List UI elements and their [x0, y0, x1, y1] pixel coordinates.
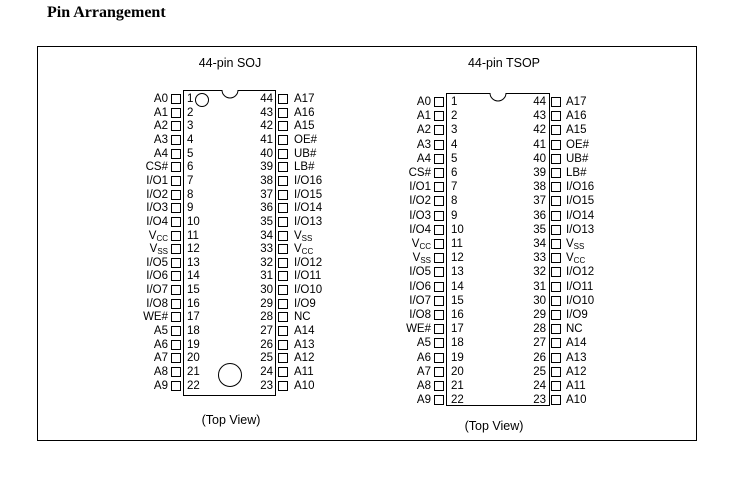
pin-name-right: A15 — [566, 124, 587, 137]
pin-number-left: 21 — [187, 366, 200, 378]
pin-pad-left — [171, 367, 181, 377]
pin-number-left: 2 — [451, 110, 458, 123]
pin-number-right: 23 — [533, 394, 546, 407]
pin-pad-left — [434, 395, 444, 405]
pin-number-right: 36 — [260, 202, 273, 215]
pin-number-right: 31 — [533, 280, 546, 293]
pin-name-left: I/O6 — [409, 280, 431, 293]
pin-name-right: I/O11 — [294, 270, 322, 283]
pin-number-right: 28 — [260, 311, 273, 324]
pin-number-left: 2 — [187, 106, 194, 119]
pin-number-left: 21 — [451, 380, 464, 392]
pin-name-right: NC — [294, 311, 311, 324]
pin-pad-left — [171, 108, 181, 118]
pin-name-right: I/O10 — [566, 294, 595, 307]
pin-name-left: $V_{SS}$ — [412, 252, 431, 266]
pin-pad-left — [434, 296, 444, 306]
pin-number-left: 18 — [451, 337, 464, 350]
pin-number-right: 29 — [260, 297, 273, 310]
pin-number-left: 17 — [451, 323, 464, 336]
pin-name-right: A16 — [294, 106, 315, 119]
pin-pad-right — [278, 176, 288, 186]
pin-pad-right — [278, 367, 288, 377]
pin-pad-right — [551, 196, 561, 206]
pin-pad-left — [434, 310, 444, 320]
pin-pad-left — [171, 244, 181, 254]
pin-pad-left — [171, 162, 181, 172]
pin-number-right: 32 — [260, 256, 273, 269]
pin-pad-left — [171, 326, 181, 336]
pin-pad-left — [171, 258, 181, 268]
pin-pad-right — [278, 149, 288, 159]
pin-name-right: I/O13 — [294, 215, 323, 228]
pin-name-right: I/O12 — [566, 266, 595, 279]
pin-pad-right — [551, 381, 561, 391]
chip-notch-icon — [221, 89, 239, 99]
pin-number-right: 37 — [533, 195, 546, 208]
pin-pad-left — [434, 168, 444, 178]
pin-name-right: LB# — [566, 167, 587, 179]
pin-pad-left — [171, 190, 181, 200]
pin-pad-right — [278, 108, 288, 118]
pin-name-left: A9 — [416, 394, 431, 407]
pin-pad-left — [171, 231, 181, 241]
pin-pad-right — [278, 271, 288, 281]
pin-name-right: $V_{CC}$ — [294, 243, 314, 257]
pin-name-left: A1 — [153, 106, 168, 119]
pin-number-right: 42 — [533, 124, 546, 137]
pin-pad-left — [171, 217, 181, 227]
pin-name-right: A10 — [294, 379, 315, 392]
chip-notch-icon — [489, 92, 507, 102]
pin-number-right: 40 — [533, 152, 546, 165]
pin-pad-right — [278, 121, 288, 131]
pin-number-right: 35 — [260, 215, 273, 228]
pin-name-left: A5 — [153, 325, 168, 338]
pin-pad-right — [551, 211, 561, 221]
pin-name-left: CS# — [408, 167, 431, 179]
pin-name-left: I/O2 — [146, 188, 168, 201]
pin-pad-right — [278, 231, 288, 241]
pin-pad-left — [434, 225, 444, 235]
pin-name-subscript: CC — [419, 242, 431, 251]
pin-name-left: I/O8 — [146, 297, 168, 310]
pin-number-right: 32 — [533, 266, 546, 279]
pin-number-left: 10 — [187, 215, 200, 228]
pin-number-left: 8 — [187, 188, 194, 201]
pin-number-right: 33 — [260, 243, 273, 256]
pin-number-left: 22 — [187, 379, 200, 392]
pin-number-right: 38 — [533, 181, 546, 194]
pin-pad-right — [551, 168, 561, 178]
pin1-marker-icon — [195, 93, 209, 107]
pin-number-right: 40 — [260, 147, 273, 160]
pin-number-right: 39 — [533, 167, 546, 179]
pin-name-right: A11 — [566, 380, 586, 392]
pin-number-left: 15 — [187, 284, 200, 297]
pin-number-left: 12 — [451, 252, 464, 265]
pin-pad-left — [434, 381, 444, 391]
pin-number-left: 4 — [451, 138, 458, 151]
pin-name-right: I/O14 — [566, 209, 595, 222]
pin-name-left: I/O5 — [146, 256, 168, 269]
pin-name-left: A2 — [416, 124, 431, 137]
pin-pad-right — [551, 225, 561, 235]
pin-name-left: I/O8 — [409, 309, 431, 321]
pin-name-left: A7 — [416, 365, 431, 378]
pin-pad-left — [434, 125, 444, 135]
pin-pad-left — [434, 182, 444, 192]
top-view-label: (Top View) — [464, 419, 524, 433]
pin-pad-left — [434, 211, 444, 221]
pin-pad-right — [551, 267, 561, 277]
pin-number-right: 36 — [533, 209, 546, 222]
pin-pad-left — [171, 353, 181, 363]
pin-pad-right — [278, 340, 288, 350]
pin-pad-right — [278, 94, 288, 104]
pin-name-right: A17 — [566, 96, 587, 108]
pin-number-right: 24 — [533, 380, 546, 392]
pin-name-subscript: SS — [301, 233, 313, 243]
pin-name-left: I/O4 — [409, 223, 431, 236]
pin-name-right: I/O9 — [566, 309, 588, 321]
pin-name-left: A0 — [416, 96, 431, 108]
pin-number-left: 7 — [451, 181, 458, 194]
pin-pad-left — [434, 196, 444, 206]
pin-pad-left — [171, 381, 181, 391]
pin-pad-left — [434, 367, 444, 377]
pin-pad-right — [551, 367, 561, 377]
pin-name-left: I/O7 — [409, 294, 431, 307]
pin-pad-left — [434, 154, 444, 164]
pin-number-left: 18 — [187, 325, 200, 338]
pin-name-right: I/O15 — [294, 188, 323, 201]
pin-number-right: 31 — [260, 270, 273, 283]
pin-number-right: 44 — [260, 93, 273, 105]
pin-name-left: $V_{CC}$ — [411, 238, 431, 251]
pin-number-right: 41 — [260, 133, 273, 146]
pin-name-right: OE# — [566, 138, 590, 151]
pin-name-left: $V_{SS}$ — [149, 243, 168, 257]
pin-number-right: 43 — [533, 110, 546, 123]
pin-name-left: I/O3 — [146, 202, 168, 215]
pin-number-left: 17 — [187, 311, 200, 324]
pin-number-left: 15 — [451, 294, 464, 307]
pin-name-left: A1 — [416, 110, 431, 123]
pin-number-right: 30 — [533, 294, 546, 307]
pin-number-left: 7 — [187, 174, 194, 187]
pin-name-left: WE# — [143, 311, 168, 324]
pin-pad-right — [278, 285, 288, 295]
pin-name-right: $V_{CC}$ — [566, 252, 586, 266]
pin-name-right: I/O11 — [566, 280, 594, 293]
pin-number-right: 27 — [533, 337, 546, 350]
pin-name-left: A7 — [153, 352, 168, 365]
pin-name-right: A15 — [294, 120, 315, 133]
pin-number-right: 43 — [260, 106, 273, 119]
pin-number-right: 23 — [260, 379, 273, 392]
pin-pad-right — [278, 299, 288, 309]
pin-name-left: I/O1 — [146, 174, 168, 187]
pin-pad-right — [551, 97, 561, 107]
pin-number-right: 27 — [260, 325, 273, 338]
pin-pad-left — [434, 97, 444, 107]
pin-pad-right — [278, 381, 288, 391]
pin-name-left: $V_{CC}$ — [148, 229, 168, 243]
pin-name-left: I/O3 — [409, 209, 431, 222]
pin-number-right: 37 — [260, 188, 273, 201]
pin-name-left: A6 — [416, 351, 431, 364]
diagram-frame — [37, 46, 697, 441]
page-title: Pin Arrangement — [47, 4, 166, 21]
pin-number-left: 10 — [451, 223, 464, 236]
pin-pad-right — [551, 125, 561, 135]
pin-name-right: LB# — [294, 161, 315, 174]
pin-number-left: 3 — [451, 124, 458, 137]
pin-number-right: 25 — [533, 365, 546, 378]
top-view-label: (Top View) — [201, 413, 261, 427]
pin-number-right: 26 — [260, 338, 273, 351]
pin-pad-right — [278, 244, 288, 254]
pin-number-left: 6 — [451, 167, 458, 179]
pin-name-subscript: CC — [156, 233, 168, 243]
pin-pad-left — [171, 312, 181, 322]
ejector-mark-icon — [218, 363, 242, 387]
pin-pad-left — [171, 271, 181, 281]
pin-number-left: 14 — [187, 270, 200, 283]
pin-pad-right — [551, 154, 561, 164]
pin-number-left: 1 — [451, 96, 458, 108]
pin-pad-right — [551, 253, 561, 263]
pin-name-right: I/O12 — [294, 256, 323, 269]
pin-name-right: $V_{SS}$ — [566, 238, 585, 251]
pin-number-right: 42 — [260, 120, 273, 133]
pin-pad-right — [278, 312, 288, 322]
pin-name-right: A14 — [294, 325, 315, 338]
pin-pad-right — [551, 338, 561, 348]
pin-number-right: 29 — [533, 309, 546, 321]
pin-name-right: NC — [566, 323, 583, 336]
pin-number-right: 41 — [533, 138, 546, 151]
pin-name-subscript: SS — [573, 242, 585, 251]
pin-name-left: A6 — [153, 338, 168, 351]
pin-name-left: A0 — [153, 93, 168, 105]
pin-name-left: A4 — [416, 152, 431, 165]
pin-name-left: I/O4 — [146, 215, 168, 228]
pin-number-left: 16 — [187, 297, 200, 310]
pin-pad-right — [551, 140, 561, 150]
pin-pad-right — [278, 217, 288, 227]
pin-number-right: 44 — [533, 96, 546, 108]
pin-name-left: I/O7 — [146, 284, 168, 297]
pin-number-left: 9 — [187, 202, 194, 215]
pin-number-left: 5 — [451, 152, 458, 165]
pin-pad-left — [171, 149, 181, 159]
pin-name-left: I/O5 — [409, 266, 431, 279]
pin-pad-left — [171, 299, 181, 309]
pin-pad-left — [171, 203, 181, 213]
pin-name-left: I/O6 — [146, 270, 168, 283]
pin-pad-left — [171, 121, 181, 131]
pin-number-left: 9 — [451, 209, 458, 222]
pin-number-right: 30 — [260, 284, 273, 297]
pin-number-right: 28 — [533, 323, 546, 336]
pin-number-left: 11 — [187, 229, 199, 242]
pin-name-right: I/O10 — [294, 284, 323, 297]
pin-name-right: OE# — [294, 133, 318, 146]
pin-name-left: I/O2 — [409, 195, 431, 208]
pin-pad-left — [434, 140, 444, 150]
pin-number-left: 22 — [451, 394, 464, 407]
pin-pad-left — [434, 338, 444, 348]
pin-name-left: A5 — [416, 337, 431, 350]
package-name: 44-pin TSOP — [467, 56, 541, 70]
pin-pad-left — [434, 239, 444, 249]
pin-name-subscript: SS — [157, 247, 168, 257]
pin-name-left: A3 — [153, 133, 168, 146]
pin-name-right: $V_{SS}$ — [294, 229, 313, 243]
pin-name-right: A11 — [294, 366, 314, 378]
pin-pad-right — [551, 296, 561, 306]
pin-number-right: 25 — [260, 352, 273, 365]
pin-pad-left — [171, 176, 181, 186]
pin-name-left: CS# — [145, 161, 168, 174]
pin-number-left: 20 — [451, 365, 464, 378]
pin-pad-right — [278, 258, 288, 268]
pin-name-left: A9 — [153, 379, 168, 392]
pin-pad-left — [434, 253, 444, 263]
pin-name-subscript: CC — [301, 247, 314, 257]
pin-pad-left — [434, 282, 444, 292]
pin-name-right: UB# — [294, 147, 317, 160]
pin-name-right: A12 — [294, 352, 315, 365]
pin-name-right: A10 — [566, 394, 587, 407]
pin-number-left: 13 — [187, 256, 200, 269]
pin-pad-left — [434, 111, 444, 121]
pin-name-subscript: SS — [420, 256, 431, 266]
pin-pad-left — [434, 324, 444, 334]
pin-pad-left — [171, 94, 181, 104]
pin-name-left: A2 — [153, 120, 168, 133]
pin-pad-left — [171, 285, 181, 295]
pin-pad-left — [434, 267, 444, 277]
pin-pad-right — [551, 324, 561, 334]
pin-pad-right — [278, 326, 288, 336]
pin-name-right: I/O15 — [566, 195, 595, 208]
pin-number-right: 34 — [260, 229, 273, 242]
pin-pad-right — [551, 239, 561, 249]
pin-pad-left — [434, 353, 444, 363]
pin-number-right: 35 — [533, 223, 546, 236]
pin-number-right: 24 — [260, 366, 273, 378]
pin-pad-right — [551, 353, 561, 363]
pin-pad-right — [551, 182, 561, 192]
pin-number-right: 33 — [533, 252, 546, 265]
pin-name-subscript: CC — [573, 256, 586, 266]
pin-pad-right — [278, 162, 288, 172]
pin-number-left: 16 — [451, 309, 464, 321]
pin-number-left: 3 — [187, 120, 194, 133]
pin-number-right: 39 — [260, 161, 273, 174]
pin-name-right: I/O16 — [566, 181, 595, 194]
pin-number-left: 19 — [187, 338, 200, 351]
pin-number-left: 14 — [451, 280, 464, 293]
pin-name-left: A3 — [416, 138, 431, 151]
pin-pad-right — [278, 190, 288, 200]
package-name: 44-pin SOJ — [198, 56, 262, 70]
pin-number-left: 11 — [451, 238, 463, 250]
pin-name-right: A14 — [566, 337, 587, 350]
pin-name-right: I/O16 — [294, 174, 323, 187]
pin-pad-left — [171, 340, 181, 350]
pin-name-right: UB# — [566, 152, 589, 165]
pin-pad-right — [278, 353, 288, 363]
pin-number-left: 6 — [187, 161, 194, 174]
pin-name-left: A8 — [153, 366, 168, 378]
pin-pad-right — [278, 203, 288, 213]
pin-number-left: 1 — [187, 93, 194, 105]
pin-name-right: I/O14 — [294, 202, 323, 215]
pin-number-left: 19 — [451, 351, 464, 364]
pin-pad-right — [278, 135, 288, 145]
pin-pad-right — [551, 395, 561, 405]
pin-name-right: A17 — [294, 93, 315, 105]
pin-number-left: 13 — [451, 266, 464, 279]
pin-name-left: WE# — [406, 323, 431, 336]
pin-name-right: I/O13 — [566, 223, 595, 236]
pin-name-right: A13 — [294, 338, 315, 351]
pin-name-right: A12 — [566, 365, 587, 378]
pin-name-left: I/O1 — [409, 181, 431, 194]
pin-name-left: A4 — [153, 147, 168, 160]
pin-number-right: 38 — [260, 174, 273, 187]
pin-number-left: 4 — [187, 133, 194, 146]
pin-number-left: 8 — [451, 195, 458, 208]
pin-pad-left — [171, 135, 181, 145]
pin-pad-right — [551, 310, 561, 320]
pin-number-right: 26 — [533, 351, 546, 364]
pin-name-right: I/O9 — [294, 297, 316, 310]
pin-pad-right — [551, 282, 561, 292]
pin-number-left: 20 — [187, 352, 200, 365]
pin-pad-right — [551, 111, 561, 121]
pin-name-right: A13 — [566, 351, 587, 364]
pin-name-left: A8 — [416, 380, 431, 392]
pin-number-right: 34 — [533, 238, 546, 250]
pin-name-right: A16 — [566, 110, 587, 123]
pin-number-left: 12 — [187, 243, 200, 256]
pin-number-left: 5 — [187, 147, 194, 160]
